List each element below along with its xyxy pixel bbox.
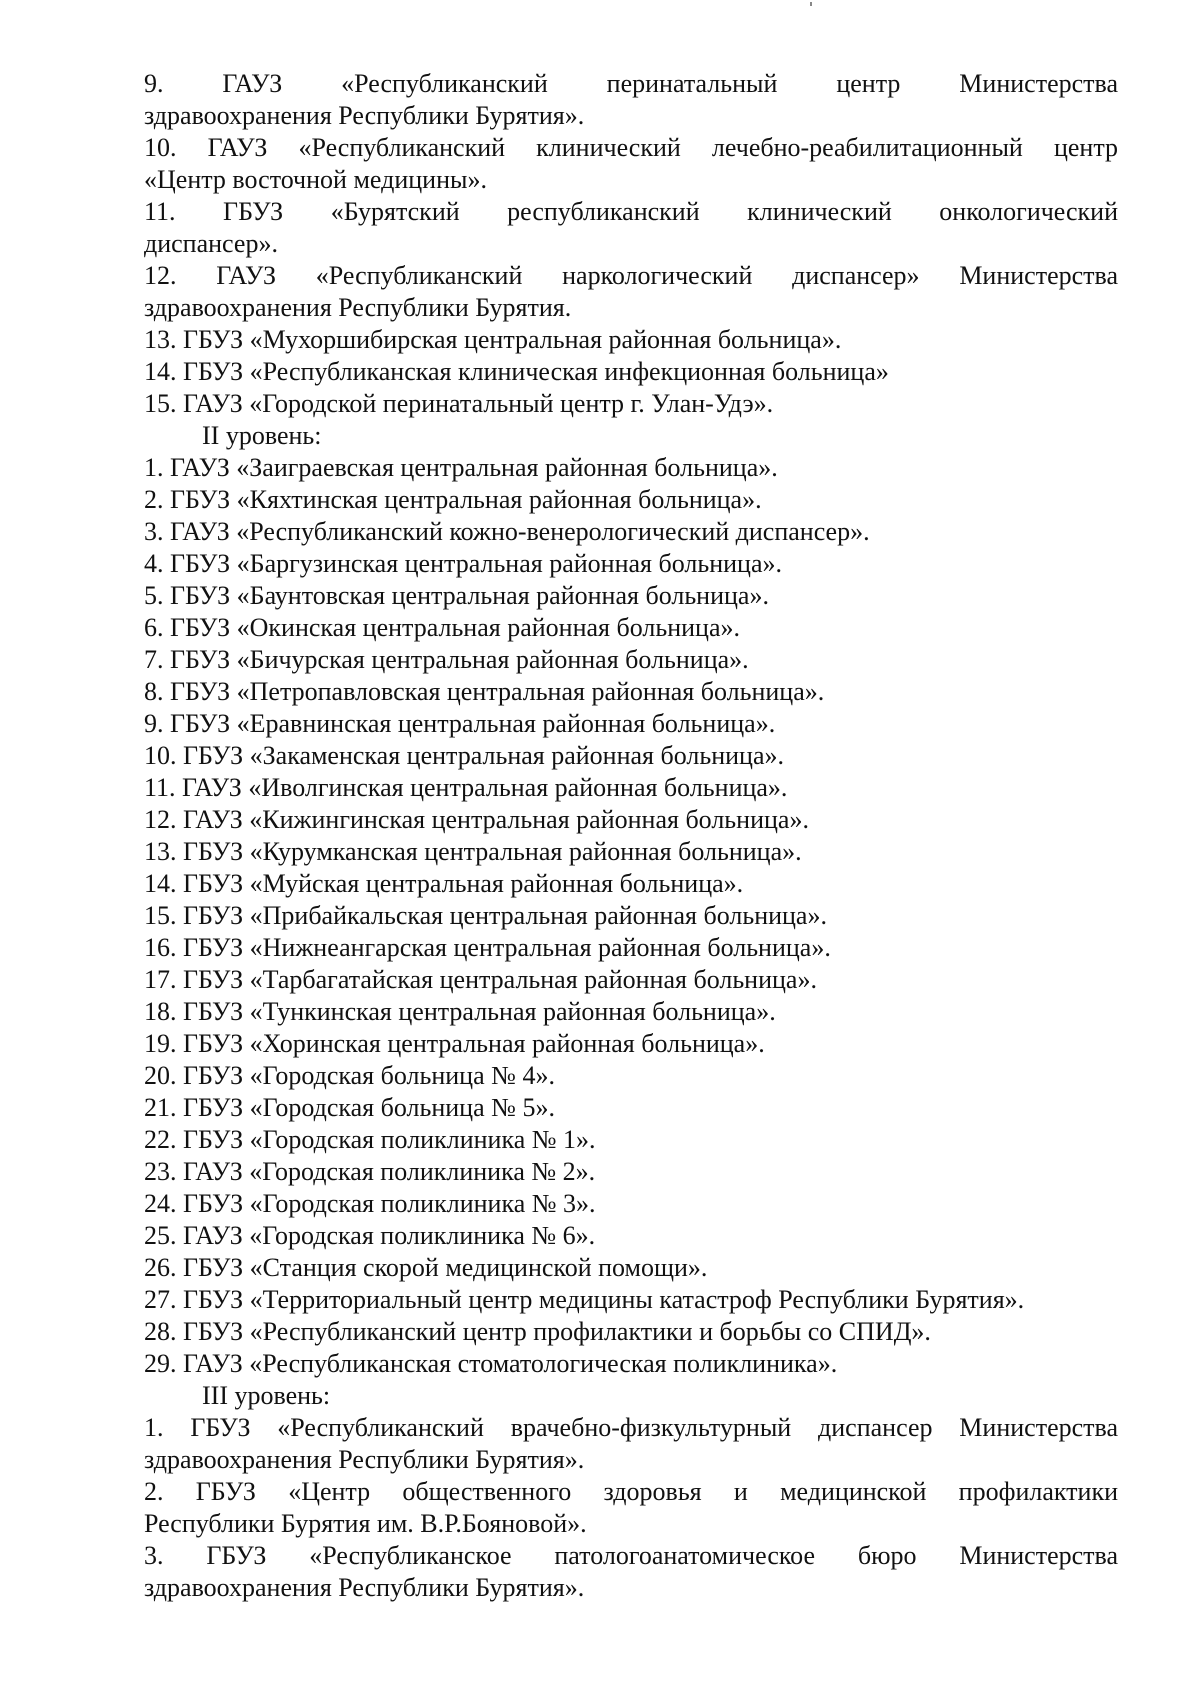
text-line: 13. ГБУЗ «Мухоршибирская центральная районная больница». bbox=[144, 325, 842, 354]
text-line: 9. ГБУЗ «Еравнинская центральная районная больница». bbox=[144, 709, 776, 738]
text-line: 2. ГБУЗ «Центр общественного здоровья и медицинской профилактики bbox=[144, 1477, 1118, 1506]
text-line: 4. ГБУЗ «Баргузинская центральная районная больница». bbox=[144, 549, 782, 578]
text-line: здравоохранения Республики Бурятия. bbox=[144, 293, 572, 322]
text-line: 11. ГАУЗ «Иволгинская центральная районная больница». bbox=[144, 773, 788, 802]
level-heading: II уровень: bbox=[202, 421, 322, 450]
text-line: «Центр восточной медицины». bbox=[144, 165, 487, 194]
text-line: 9. ГАУЗ «Республиканский перинатальный центр Министерства bbox=[144, 69, 1118, 98]
text-line: 14. ГБУЗ «Республиканская клиническая инфекционная больница» bbox=[144, 357, 889, 386]
text-line: 3. ГБУЗ «Республиканское патологоанатомическое бюро Министерства bbox=[144, 1541, 1118, 1570]
text-line: диспансер». bbox=[144, 229, 278, 258]
text-line: 12. ГАУЗ «Республиканский наркологический диспансер» Министерства bbox=[144, 261, 1118, 290]
text-line: 11. ГБУЗ «Бурятский республиканский клинический онкологический bbox=[144, 197, 1118, 226]
text-line: 23. ГАУЗ «Городская поликлиника № 2». bbox=[144, 1157, 596, 1186]
text-line: 1. ГБУЗ «Республиканский врачебно-физкультурный диспансер Министерства bbox=[144, 1413, 1118, 1442]
text-line: 22. ГБУЗ «Городская поликлиника № 1». bbox=[144, 1125, 596, 1154]
text-line: 16. ГБУЗ «Нижнеангарская центральная районная больница». bbox=[144, 933, 831, 962]
text-line: 25. ГАУЗ «Городская поликлиника № 6». bbox=[144, 1221, 596, 1250]
level-heading: III уровень: bbox=[202, 1381, 331, 1410]
text-line: 13. ГБУЗ «Курумканская центральная районная больница». bbox=[144, 837, 802, 866]
text-line: 5. ГБУЗ «Баунтовская центральная районная больница». bbox=[144, 581, 769, 610]
text-line: 21. ГБУЗ «Городская больница № 5». bbox=[144, 1093, 555, 1122]
text-line: 15. ГАУЗ «Городской перинатальный центр г. Улан-Удэ». bbox=[144, 389, 774, 418]
text-line: 1. ГАУЗ «Заиграевская центральная районная больница». bbox=[144, 453, 778, 482]
text-line: 12. ГАУЗ «Кижингинская центральная районная больница». bbox=[144, 805, 809, 834]
scan-mark bbox=[810, 2, 812, 6]
text-line: 10. ГАУЗ «Республиканский клинический лечебно-реабилитационный центр bbox=[144, 133, 1118, 162]
text-line: 8. ГБУЗ «Петропавловская центральная районная больница». bbox=[144, 677, 825, 706]
text-line: 24. ГБУЗ «Городская поликлиника № 3». bbox=[144, 1189, 596, 1218]
text-line: 3. ГАУЗ «Республиканский кожно-венерологический диспансер». bbox=[144, 517, 870, 546]
text-line: 15. ГБУЗ «Прибайкальская центральная районная больница». bbox=[144, 901, 827, 930]
text-line: 20. ГБУЗ «Городская больница № 4». bbox=[144, 1061, 555, 1090]
text-line: здравоохранения Республики Бурятия». bbox=[144, 1445, 585, 1474]
text-line: 14. ГБУЗ «Муйская центральная районная больница». bbox=[144, 869, 744, 898]
text-line: 17. ГБУЗ «Тарбагатайская центральная районная больница». bbox=[144, 965, 817, 994]
text-line: 29. ГАУЗ «Республиканская стоматологическая поликлиника». bbox=[144, 1349, 838, 1378]
text-line: 6. ГБУЗ «Окинская центральная районная больница». bbox=[144, 613, 740, 642]
text-line: 2. ГБУЗ «Кяхтинская центральная районная больница». bbox=[144, 485, 762, 514]
text-line: 10. ГБУЗ «Закаменская центральная районная больница». bbox=[144, 741, 785, 770]
text-line: здравоохранения Республики Бурятия». bbox=[144, 101, 585, 130]
text-line: 7. ГБУЗ «Бичурская центральная районная больница». bbox=[144, 645, 749, 674]
document-body bbox=[144, 68, 1118, 1604]
text-line: 26. ГБУЗ «Станция скорой медицинской помощи». bbox=[144, 1253, 708, 1282]
text-line: Республики Бурятия им. В.Р.Бояновой». bbox=[144, 1509, 587, 1538]
text-line: 27. ГБУЗ «Территориальный центр медицины катастроф Республики Бурятия». bbox=[144, 1285, 1025, 1314]
text-line: 18. ГБУЗ «Тункинская центральная районная больница». bbox=[144, 997, 776, 1026]
text-line: 19. ГБУЗ «Хоринская центральная районная больница». bbox=[144, 1029, 765, 1058]
text-line: 28. ГБУЗ «Республиканский центр профилактики и борьбы со СПИД». bbox=[144, 1317, 931, 1346]
text-line: здравоохранения Республики Бурятия». bbox=[144, 1573, 585, 1602]
